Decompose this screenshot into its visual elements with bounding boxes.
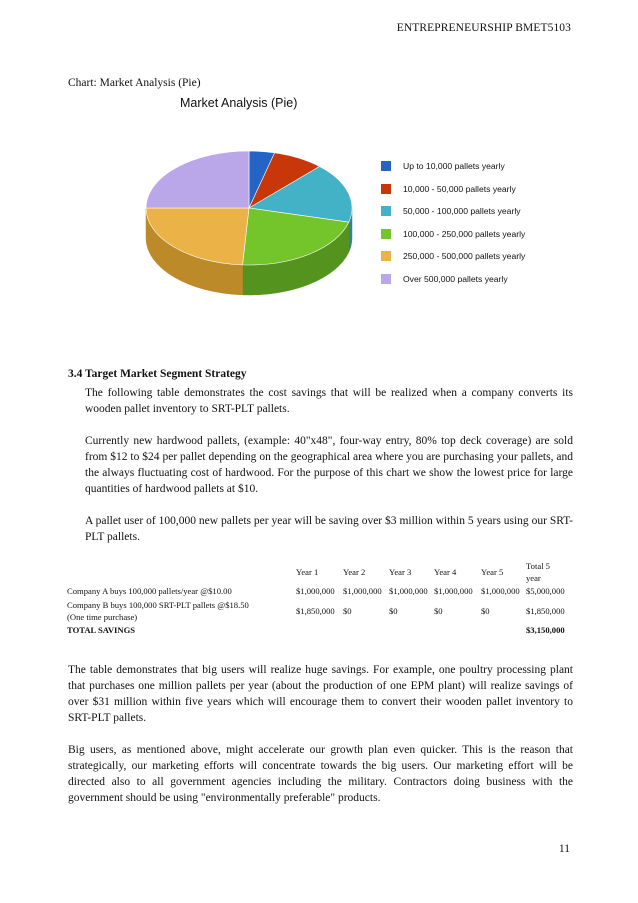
section-heading: 3.4 Target Market Segment Strategy bbox=[68, 368, 247, 380]
row-b-year-4: $0 bbox=[434, 606, 443, 616]
running-header: ENTREPRENEURSHIP BMET5103 bbox=[396, 22, 571, 34]
page-number: 11 bbox=[558, 843, 570, 855]
legend-label: 10,000 - 50,000 pallets yearly bbox=[403, 183, 516, 194]
paragraph-big-user-savings: The table demonstrates that big users will realize huge savings. For example, one poultry processing plant that purchases one million pallets per year (about the production of one EPM plant) will realize savings of over $31 million within five years which will encourage them to convert their wooden pallet inventory to SRT-PLT pallets. bbox=[68, 664, 573, 724]
paragraph-growth-strategy: Big users, as mentioned above, might accelerate our growth plan even quicker. This is the reason that strategically, our marketing efforts will concentrate towards the big users. Our marketing effort will be directed also to all government agencies including the military. Contractors doing business with the government should be using "environmentally preferable" products. bbox=[68, 744, 573, 804]
pie-slice bbox=[146, 151, 249, 208]
column-header-year-3: Year 3 bbox=[389, 567, 412, 577]
row-a-year-1: $1,000,000 bbox=[296, 586, 335, 596]
legend-label: 250,000 - 500,000 pallets yearly bbox=[403, 251, 526, 261]
savings-table bbox=[67, 560, 577, 640]
column-header-year-2: Year 2 bbox=[343, 567, 366, 577]
column-header-year-5: Year 5 bbox=[481, 567, 504, 577]
legend-label: 100,000 - 250,000 pallets yearly bbox=[403, 228, 526, 239]
chart-title: Market Analysis (Pie) bbox=[180, 96, 298, 110]
chart-caption: Chart: Market Analysis (Pie) bbox=[68, 77, 201, 89]
legend-swatch bbox=[381, 229, 391, 239]
column-header-year-4: Year 4 bbox=[434, 567, 457, 577]
total-savings-value: $3,150,000 bbox=[526, 625, 565, 635]
row-b-year-5: $0 bbox=[481, 606, 490, 616]
column-header-total-line-2: year bbox=[526, 573, 541, 583]
total-savings-label: TOTAL SAVINGS bbox=[67, 625, 136, 635]
row-b-year-1: $1,850,000 bbox=[296, 606, 335, 616]
row-b-label-note: (One time purchase) bbox=[67, 612, 138, 622]
legend-swatch bbox=[381, 251, 391, 261]
row-a-total: $5,000,000 bbox=[526, 586, 565, 596]
row-b-total: $1,850,000 bbox=[526, 606, 565, 616]
row-b-label: Company B buys 100,000 SRT-PLT pallets @$18.50 bbox=[67, 600, 249, 610]
legend-label: Up to 10,000 pallets yearly bbox=[403, 161, 505, 171]
legend-label: 50,000 - 100,000 pallets yearly bbox=[403, 206, 521, 216]
column-header-total-line-1: Total 5 bbox=[526, 561, 550, 571]
legend-swatch bbox=[381, 206, 391, 216]
legend-swatch bbox=[381, 274, 391, 284]
pie-chart bbox=[138, 140, 363, 305]
row-a-label: Company A buys 100,000 pallets/year @$10.00 bbox=[67, 586, 232, 596]
paragraph-pallet-user-savings: A pallet user of 100,000 new pallets per year will be saving over $3 million within 5 years using our SRT-PLT pallets. bbox=[85, 515, 573, 543]
legend-swatch bbox=[381, 161, 391, 171]
paragraph-hardwood-pricing: Currently new hardwood pallets, (example: 40"x48", four-way entry, 80% top deck coverage) are sold from $12 to $24 per pallet depending on the geographical area where you are purchasing your pallets, and the always fluctuating cost of hardwood. For the purpose of this chart we show the lowest price for large quantities of hardwood pallets at $10. bbox=[85, 435, 573, 495]
legend-label: Over 500,000 pallets yearly bbox=[403, 273, 508, 284]
row-b-year-2: $0 bbox=[343, 606, 352, 616]
row-b-year-3: $0 bbox=[389, 606, 398, 616]
legend-swatch bbox=[381, 184, 391, 194]
row-a-year-5: $1,000,000 bbox=[481, 586, 520, 596]
row-a-year-2: $1,000,000 bbox=[343, 586, 382, 596]
paragraph-cost-savings-intro: The following table demonstrates the cost savings that will be realized when a company converts its wooden pallet inventory to SRT-PLT pallets. bbox=[85, 387, 573, 415]
column-header-year-1: Year 1 bbox=[296, 567, 319, 577]
row-a-year-4: $1,000,000 bbox=[434, 586, 473, 596]
row-a-year-3: $1,000,000 bbox=[389, 586, 428, 596]
